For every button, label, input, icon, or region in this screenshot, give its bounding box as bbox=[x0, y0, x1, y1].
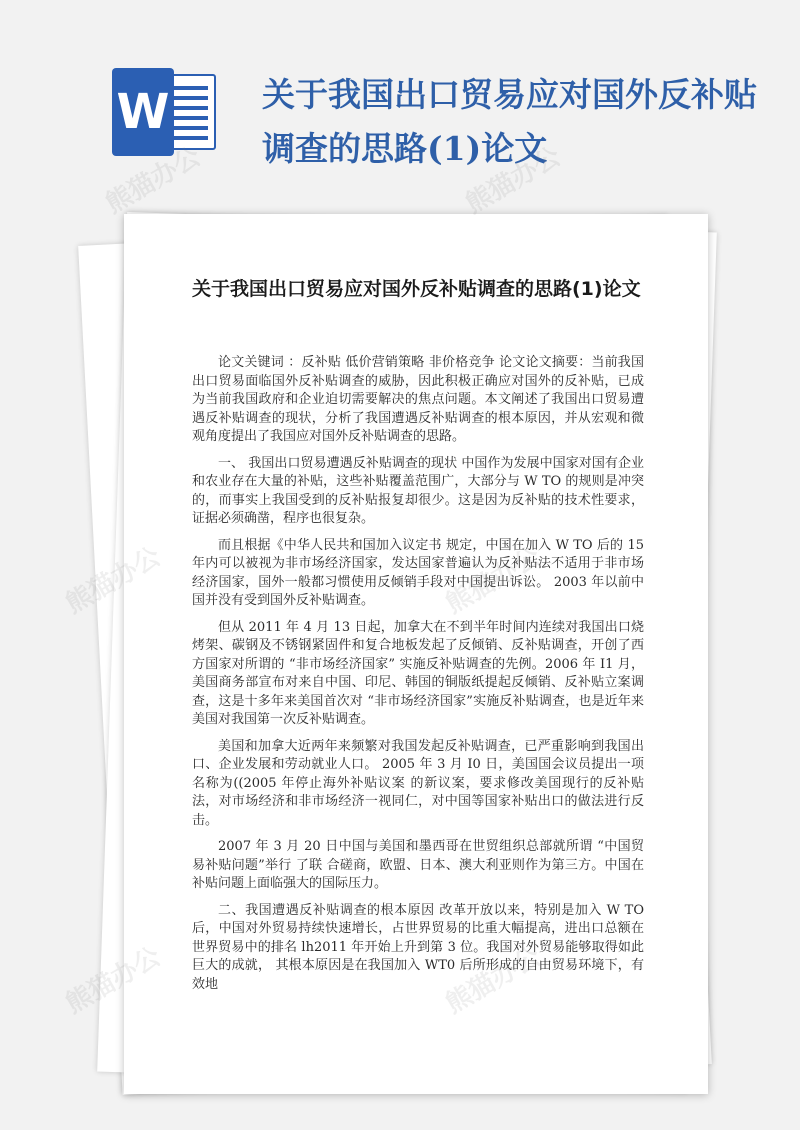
paragraph-status: 一、 我国出口贸易遭遇反补贴调查的现状 中国作为发展中国家对国有企业和农业存在大量的补贴，这些补贴覆盖范围广，大部分与 W TO 的规则是冲突的，而事实上我国受到的反补贴报复却很少。这是因为反补贴的技术性要求，证据必须确凿，程序也很复杂。 bbox=[192, 455, 644, 526]
document-title: 关于我国出口贸易应对国外反补贴调查的思路(1)论文 bbox=[192, 278, 641, 300]
banner bbox=[0, 0, 800, 200]
watermark-mark: 熊猫办公 bbox=[460, 141, 566, 220]
paragraph-canada: 但从 2011 年 4 月 13 日起，加拿大在不到半年时间内连续对我国出口烧烤架、碳钢及不锈钢紧固件和复合地板发起了反倾销、反补贴调查，开创了西方国家对所谓的 “非市场经济国家” 实施反补贴调查的先例。2006 年 I1 月，美国商务部宣布对来自中国、印尼、韩国的铜版纸提起反倾销、反补贴立案调查，这是十多年来美国首次对 “非市场经济国家”实施反补贴调查，也是近年来美国对我国第一次反补贴调查。 bbox=[192, 619, 644, 727]
paragraph-usa: 美国和加拿大近两年来频繁对我国发起反补贴调查，已严重影响到我国出口、企业发展和劳动就业人口。 2005 年 3 月 I0 日，美国国会议员提出一项名称为((2005 年停止海外补贴议案 的新议案，要求修改美国现行的反补贴法，对市场经济和非市场经济一视同仁，对中国等国家补贴出口的做法进行反击。 bbox=[192, 738, 644, 828]
paragraph-wto-consultation: 2007 年 3 月 20 日中国与美国和墨西哥在世贸组织总部就所谓 “中国贸易补贴问题”举行 了联 合磋商，欧盟、日本、澳大利亚则作为第三方。中国在补贴问题上面临强大的国际压力。 bbox=[192, 839, 644, 891]
watermark-mark: 熊猫办公 bbox=[100, 141, 206, 220]
document-body bbox=[192, 354, 644, 1002]
word-document-icon bbox=[112, 68, 218, 156]
banner-title: 关于我国出口贸易应对国外反补贴调查的思路(1)论文 bbox=[262, 75, 757, 168]
word-letter: W bbox=[112, 68, 174, 156]
paragraph-root-cause: 二、我国遭遇反补贴调查的根本原因 改革开放以来，特别是加入 W TO 后，中国对外贸易持续快速增长，占世界贸易的比重大幅提高，进出口总额在世界贸易中的排名 lh2011 年开始上升到第 3 位。我国对外贸易能够取得如此巨大的成就， 其根本原因是在我国加入 WT0 后所形成的自由贸易环境下，有效地 bbox=[192, 902, 644, 992]
document-page bbox=[124, 214, 708, 1094]
paragraph-abstract: 论文关键词 ：反补贴 低价营销策略 非价格竞争 论文论文摘要：当前我国出口贸易面临国外反补贴调查的威胁，因此积极正确应对国外的反补贴，已成为当前我国政府和企业迫切需要解决的焦点问题。本文阐述了我国出口贸易遭遇反补贴调查的现状，分析了我国遭遇反补贴调查的根本原因，并从宏观和微观角度提出了我国应对国外反补贴调查的思路。 bbox=[192, 355, 644, 444]
paragraph-protocol: 而且根据《中华人民共和国加入议定书 规定，中国在加入 W TO 后的 15 年内可以被视为非市场经济国家，发达国家普遍认为反补贴法不适用于非市场经济国家，国外一般都习惯使用反倾销手段对中国提出诉讼。 2003 年以前中国并没有受到国外反补贴调查。 bbox=[192, 537, 644, 608]
